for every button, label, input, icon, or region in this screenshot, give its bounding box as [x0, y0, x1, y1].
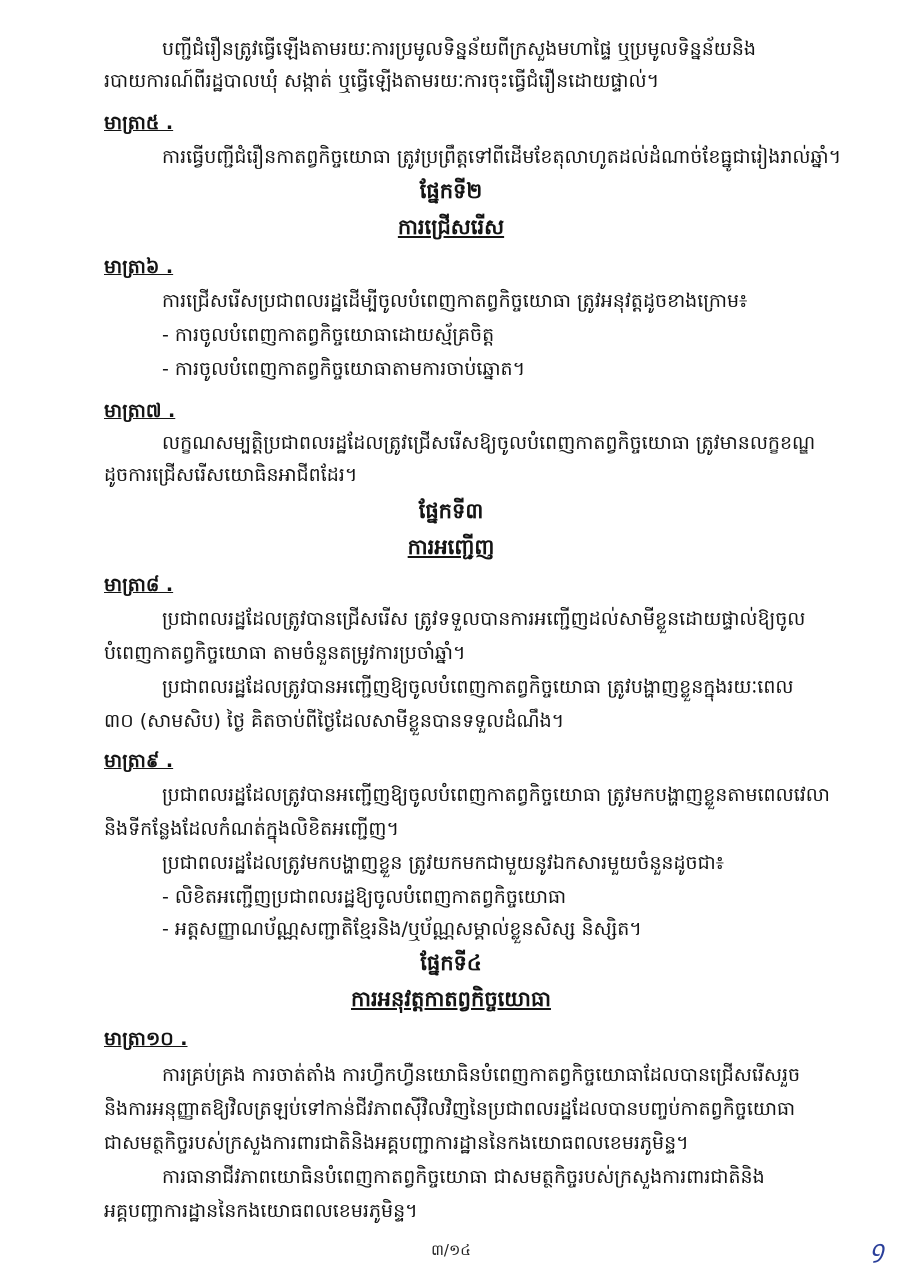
- part-4-label: ផ្នែកទី៤: [420, 951, 482, 975]
- part-3-title: ការអញ្ជើញ: [407, 535, 495, 559]
- article-8-line-1: ប្រជាពលរដ្ឋដែលត្រូវបានជ្រើសរើស ត្រូវទទួលបានការអញ្ជើញដល់សាមីខ្លួនដោយផ្ទាល់ឱ្យចូល: [162, 608, 806, 630]
- article-7-line-2: ដូចការជ្រើសរើសយោធិនអាជីពដែរ។: [104, 464, 358, 486]
- article-5-heading: មាត្រា៥ .: [104, 112, 174, 134]
- part-3-label: ផ្នែកទី៣: [418, 499, 484, 523]
- article-8-line-4: ៣០ (សាមសិប) ថ្ងៃ គិតចាប់ពីថ្ងៃដែលសាមីខ្លួនបានទទួលដំណឹង។: [104, 710, 565, 732]
- handwritten-initials: ꝯ: [870, 1235, 885, 1263]
- part-4-title: ការអនុវត្តកាតព្វកិច្ចយោធា: [351, 987, 551, 1011]
- article-5-line-1: ការធ្វើបញ្ជីជំរឿនកាតព្វកិច្ចយោធា ត្រូវប្រព្រឹត្តទៅពីដើមខែតុលាហូតដល់ដំណាច់ខែធ្នូជារៀងរាល់ឆ្នាំ។: [162, 146, 842, 168]
- article-9-heading: មាត្រា៩ .: [104, 750, 174, 772]
- article-10-line-1: ការគ្រប់គ្រង ការចាត់តាំង ការហ្វឹកហ្វឺនយោធិនបំពេញកាតព្វកិច្ចយោធាដែលបានជ្រើសរើសរួច: [162, 1064, 801, 1086]
- article-8-line-3: ប្រជាពលរដ្ឋដែលត្រូវបានអញ្ជើញឱ្យចូលបំពេញកាតព្វកិច្ចយោធា ត្រូវបង្ហាញខ្លួនក្នុងរយៈពេល: [162, 676, 794, 698]
- part-2-title: ការជ្រើសរើស: [397, 215, 505, 239]
- article-7-line-1: លក្ខណសម្បត្តិប្រជាពលរដ្ឋដែលត្រូវជ្រើសរើសឱ្យចូលបំពេញកាតព្វកិច្ចយោធា ត្រូវមានលក្ខខណ្ឌ: [162, 432, 816, 454]
- article-6-heading: មាត្រា៦ .: [104, 256, 174, 278]
- article-10-line-4: ការធានាជីវភាពយោធិនបំពេញកាតព្វកិច្ចយោធា ជាសមត្ថកិច្ចរបស់ក្រសួងការពារជាតិនិង: [162, 1166, 765, 1188]
- article-8-heading: មាត្រា៨ .: [104, 574, 174, 596]
- intro-line-2: របាយការណ៍ពីរដ្ឋបាលឃុំ សង្កាត់ ឬធ្វើឡើងតាមរយៈការចុះធ្វើជំរឿនដោយផ្ទាល់។: [104, 70, 660, 92]
- page-number: ៣/១៤: [431, 1241, 471, 1259]
- article-9-line-3: ប្រជាពលរដ្ឋដែលត្រូវមកបង្ហាញខ្លួន ត្រូវយកមកជាមួយនូវឯកសារមួយចំនួនដូចជា៖: [162, 852, 725, 874]
- article-10-line-2: និងការអនុញ្ញាតឱ្យវិលត្រឡប់ទៅកាន់ជីវភាពស៊ីវិលវិញនៃប្រជាពលរដ្ឋដែលបានបញ្ចប់កាតព្វកិច្ចយោធា: [104, 1098, 796, 1120]
- article-6-bullet-1: - ការចូលបំពេញកាតព្វកិច្ចយោធាដោយស្ម័គ្រចិត្ត: [162, 324, 495, 346]
- article-10-line-5: អគ្គបញ្ជាការដ្ឋាននៃកងយោធពលខេមរភូមិន្ទ។: [104, 1200, 418, 1222]
- intro-line-1: បញ្ជីជំរឿនត្រូវធ្វើឡើងតាមរយៈការប្រមូលទិន្នន័យពីក្រសួងមហាផ្ទៃ ឬប្រមូលទិន្នន័យនិង: [162, 38, 756, 60]
- article-8-line-2: បំពេញកាតព្វកិច្ចយោធា តាមចំនួនតម្រូវការប្រចាំឆ្នាំ។: [104, 642, 466, 664]
- article-9-line-2: និងទីកន្លែងដែលកំណត់ក្នុងលិខិតអញ្ជើញ។: [104, 818, 400, 840]
- article-6-line-1: ការជ្រើសរើសប្រជាពលរដ្ឋដើម្បីចូលបំពេញកាតព្វកិច្ចយោធា ត្រូវអនុវត្តដូចខាងក្រោម៖: [162, 290, 748, 312]
- article-6-bullet-2: - ការចូលបំពេញកាតព្វកិច្ចយោធាតាមការចាប់ឆ្នោត។: [162, 358, 526, 380]
- article-7-heading: មាត្រា៧ .: [104, 400, 176, 422]
- article-9-line-1: ប្រជាពលរដ្ឋដែលត្រូវបានអញ្ជើញឱ្យចូលបំពេញកាតព្វកិច្ចយោធា ត្រូវមកបង្ហាញខ្លួនតាមពេលវេលា: [162, 784, 830, 806]
- part-2-label: ផ្នែកទី២: [419, 179, 483, 203]
- article-10-heading: មាត្រា១០ .: [104, 1028, 188, 1050]
- article-10-line-3: ជាសមត្ថកិច្ចរបស់ក្រសួងការពារជាតិនិងអគ្គបញ្ជាការដ្ឋាននៃកងយោធពលខេមរភូមិន្ទ។: [104, 1132, 689, 1154]
- article-9-bullet-1: - លិខិតអញ្ជើញប្រជាពលរដ្ឋឱ្យចូលបំពេញកាតព្វកិច្ចយោធា: [162, 886, 567, 908]
- article-9-bullet-2: - អត្តសញ្ញាណប័ណ្ណសញ្ជាតិខ្មែរនិង/ឬប័ណ្ណសម្គាល់ខ្លួនសិស្ស និស្សិត។: [162, 918, 642, 940]
